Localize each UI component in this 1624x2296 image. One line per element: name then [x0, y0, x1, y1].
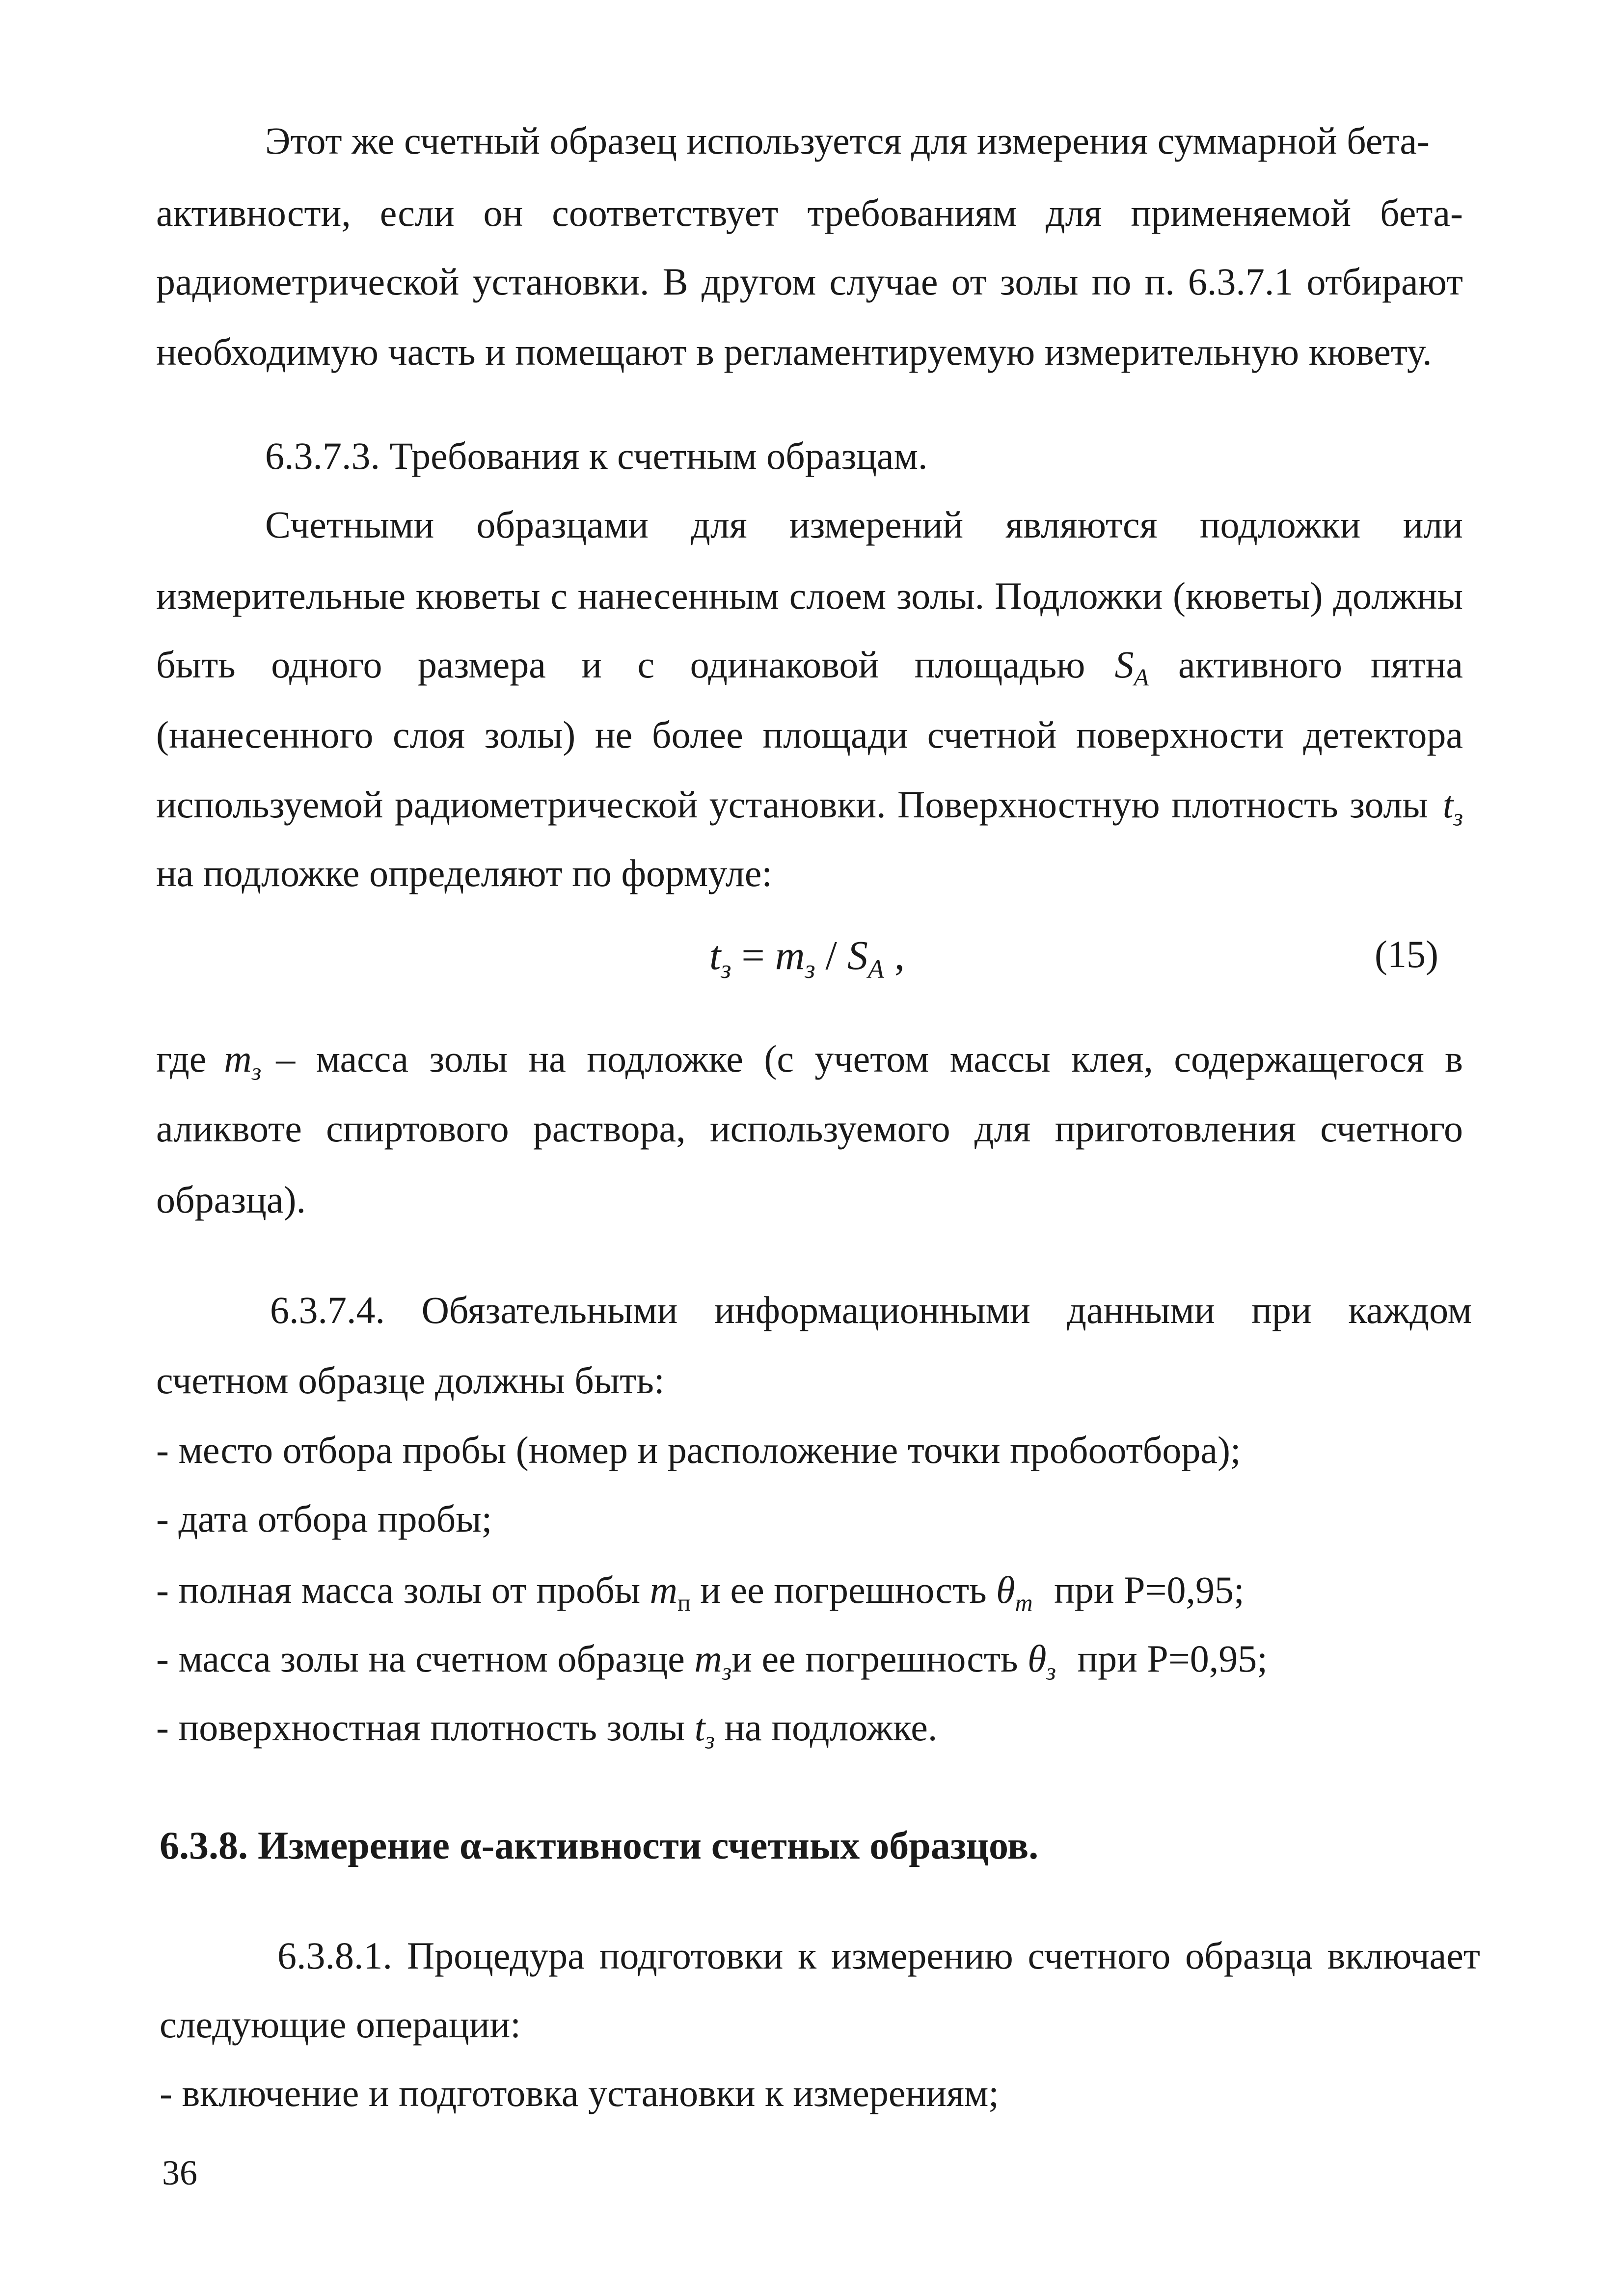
symbol-sub: з	[1453, 803, 1463, 831]
symbol-sub: п	[677, 1589, 691, 1617]
line-text: активного пятна	[1178, 643, 1463, 686]
mass-symbol	[694, 1637, 732, 1685]
symbol-sub: m	[1015, 1589, 1033, 1617]
symbol-sub: з	[705, 1726, 715, 1754]
paragraph-line: Этот же счетный образец используется для измерения суммарной бета-	[265, 119, 1430, 162]
paragraph-line	[156, 785, 1463, 830]
paragraph-line: на подложке определяют по формуле:	[156, 852, 773, 894]
line-text: используемой радиометрической установки. Поверхностную плотность золы	[156, 783, 1428, 826]
density-symbol	[694, 1706, 715, 1754]
formula-slash: /	[815, 933, 847, 978]
list-item: - место отбора пробы (номер и расположение точки пробоотбора);	[156, 1429, 1241, 1471]
formula-t: t	[709, 933, 721, 978]
formula-sub: з	[805, 954, 815, 984]
paragraph-line: 6.3.7.4. Обязательными информационными данными при каждом	[270, 1289, 1472, 1331]
symbol-sub: з	[251, 1057, 262, 1085]
formula-s: S	[847, 933, 868, 978]
symbol-m: m	[224, 1037, 252, 1080]
error-symbol	[996, 1568, 1033, 1617]
list-item: - дата отбора пробы;	[156, 1497, 492, 1540]
paragraph-line: необходимую часть и помещают в регламентируемую измерительную кювету.	[156, 330, 1432, 373]
line-text: - масса золы на счетном образце	[156, 1637, 685, 1680]
paragraph-line: аликвоте спиртового раствора, используемого для приготовления счетного	[156, 1107, 1463, 1150]
paragraph-line	[156, 1037, 1463, 1085]
line-text: при Р=0,95;	[1054, 1568, 1245, 1611]
symbol-m: m	[650, 1568, 678, 1611]
line-text: и ее погрешность	[731, 1637, 1018, 1680]
line-text: на подложке.	[724, 1706, 938, 1749]
paragraph-line: (нанесенного слоя золы) не более площади счетной поверхности детектора	[156, 713, 1463, 756]
symbol-theta: θ	[1028, 1637, 1047, 1680]
line-text: - полная масса золы от пробы	[156, 1568, 641, 1611]
list-item	[156, 1708, 937, 1753]
symbol-t: t	[694, 1706, 705, 1749]
paragraph-line: счетном образце должны быть:	[156, 1359, 665, 1402]
section-heading: 6.3.8. Измерение α-активности счетных образцов.	[160, 1824, 1039, 1867]
symbol-s: S	[1114, 643, 1134, 686]
mass-symbol	[224, 1037, 262, 1085]
list-item	[156, 1568, 1245, 1617]
symbol-sub: з	[722, 1657, 732, 1685]
density-symbol	[1443, 785, 1463, 830]
formula-comma: ,	[884, 933, 905, 978]
paragraph-line: 6.3.8.1. Процедура подготовки к измерению счетного образца включает	[277, 1934, 1480, 1977]
paragraph-line: следующие операции:	[160, 2003, 521, 2046]
formula-sub: A	[867, 954, 884, 984]
symbol-sub: A	[1134, 663, 1149, 691]
formula-eq: =	[731, 933, 775, 978]
symbol-theta: θ	[996, 1568, 1015, 1611]
line-text: и ее погрешность	[700, 1568, 987, 1611]
line-text: – масса золы на подложке (с учетом массы клея, содержащегося в	[276, 1037, 1463, 1080]
line-text: где	[156, 1037, 207, 1080]
list-item	[156, 1637, 1268, 1685]
paragraph-line: измерительные кюветы с нанесенным слоем золы. Подложки (кюветы) должны	[156, 574, 1463, 617]
paragraph-line	[156, 643, 1463, 691]
paragraph-line: образца).	[156, 1178, 306, 1221]
paragraph-line: активности, если он соответствует требованиям для применяемой бета-	[156, 191, 1463, 234]
formula	[709, 935, 905, 982]
area-symbol	[1114, 643, 1149, 691]
line-text: быть одного размера и с одинаковой площадью	[156, 643, 1085, 686]
paragraph-line: радиометрической установки. В другом случае от золы по п. 6.3.7.1 отбирают	[156, 260, 1463, 303]
symbol-sub: з	[1046, 1657, 1056, 1685]
line-text: при Р=0,95;	[1077, 1637, 1268, 1680]
paragraph-line: Счетными образцами для измерений являются подложки или	[265, 503, 1463, 546]
list-item: - включение и подготовка установки к измерениям;	[160, 2072, 999, 2114]
section-line: 6.3.7.3. Требования к счетным образцам.	[265, 434, 928, 477]
mass-symbol	[650, 1568, 691, 1617]
equation-number: (15)	[1375, 933, 1438, 975]
formula-m: m	[775, 933, 805, 978]
formula-sub: з	[721, 954, 731, 984]
error-symbol	[1028, 1637, 1056, 1685]
line-text: - поверхностная плотность золы	[156, 1706, 685, 1749]
page-number: 36	[162, 2153, 197, 2192]
symbol-t: t	[1442, 783, 1454, 826]
symbol-m: m	[694, 1637, 722, 1680]
